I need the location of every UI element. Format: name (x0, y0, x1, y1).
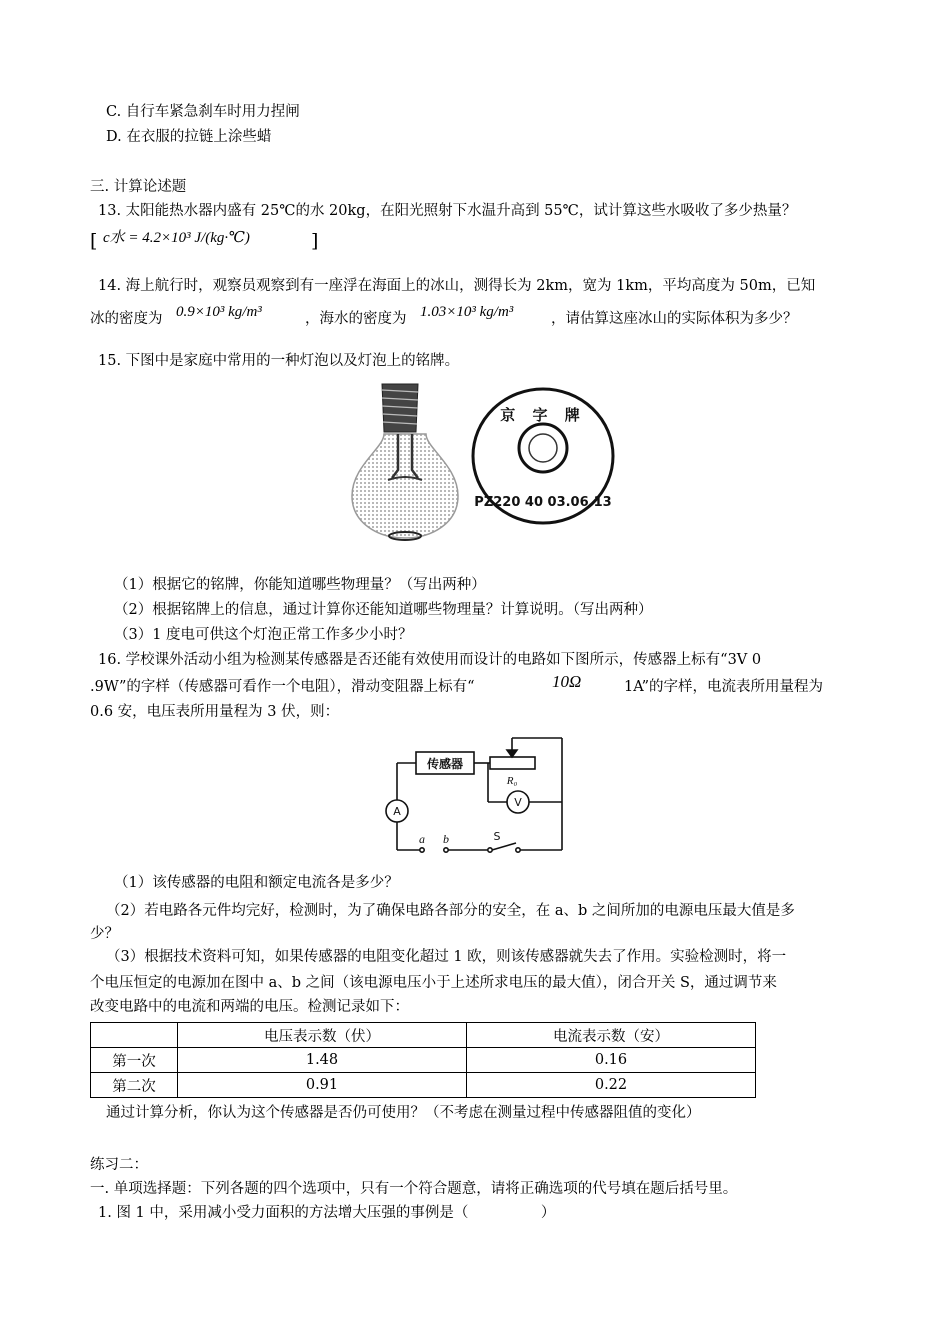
table-cell-current: 0.16 (467, 1048, 756, 1073)
q13-formula: c水 = 4.2×10³ J/(kg·℃) (103, 230, 250, 246)
q16-sub2-line1: （2）若电路各元件均完好，检测时，为了确保电路各部分的安全，在 a、b 之间所加的电源电压最大值是多 (106, 903, 795, 919)
nameplate-figure (470, 386, 616, 526)
table-header-cell: 电流表示数（安） (467, 1023, 756, 1048)
record-table (90, 1022, 756, 1098)
table-header-cell: 电压表示数（伏） (178, 1023, 467, 1048)
exercise2-section1: 一. 单项选择题：下列各题的四个选项中，只有一个符合题意，请将正确选项的代号填在题后括号里。 (90, 1181, 738, 1197)
table-cell-label: 第一次 (91, 1048, 178, 1073)
q16-sub3-line3: 改变电路中的电流和两端的电压。检测记录如下： (90, 999, 409, 1015)
q14-ice-density: 0.9×10³ kg/m³ (176, 304, 262, 320)
switch-label: S (493, 830, 501, 843)
q15-text: 15. 下图中是家庭中常用的一种灯泡以及灯泡上的铭牌。 (98, 353, 460, 369)
q15-sub1: （1）根据它的铭牌，你能知道哪些物理量？（写出两种） (114, 577, 486, 593)
sensor-label: 传感器 (426, 757, 464, 771)
exercise2-title: 练习二： (90, 1157, 148, 1173)
q13-bracket-open: [ (90, 230, 98, 252)
nameplate-brand: 京 字 牌 (500, 406, 586, 424)
exercise2-q1: 1. 图 1 中，采用减小受力面积的方法增大压强的事例是（ ） (98, 1205, 556, 1221)
ammeter-label: A (393, 805, 401, 818)
table-cell-voltage: 0.91 (178, 1073, 467, 1098)
light-bulb-figure (340, 378, 470, 546)
circuit-diagram (380, 728, 575, 863)
nameplate-spec: PZ220 40 03.06.13 (474, 495, 612, 510)
terminal-a-label: a (419, 832, 425, 846)
table-cell-voltage: 1.48 (178, 1048, 467, 1073)
q16-conclusion: 通过计算分析，你认为这个传感器是否仍可使用？（不考虑在测量过程中传感器阻值的变化） (106, 1105, 701, 1121)
q16-line1: 16. 学校课外活动小组为检测某传感器是否还能有效使用而设计的电路如下图所示，传感器上标有“3V 0 (98, 652, 762, 668)
q16-line2b: 1A”的字样，电流表所用量程为 (624, 679, 823, 695)
q16-sub2-line2: 少？ (90, 926, 119, 942)
q14-sea-density: 1.03×10³ kg/m³ (420, 304, 514, 320)
q13-bracket-close: ] (311, 230, 319, 252)
terminal-b-label: b (443, 832, 449, 846)
rheostat-label: R₀ (506, 775, 518, 787)
q14-pre-ice: 冰的密度为 (90, 311, 163, 327)
q15-sub2: （2）根据铭牌上的信息，通过计算你还能知道哪些物理量？计算说明。（写出两种） (114, 602, 653, 618)
table-header-cell (91, 1023, 178, 1048)
table-header-row (91, 1023, 756, 1048)
q16-line2a: .9W”的字样（传感器可看作一个电阻），滑动变阻器上标有“ (90, 679, 475, 695)
q14-line1: 14. 海上航行时，观察员观察到有一座浮在海面上的冰山，测得长为 2km，宽为 1km，平均高度为 50m，已知 (98, 278, 816, 294)
section-title: 三. 计算论述题 (90, 179, 187, 195)
q16-sub3-line1: （3）根据技术资料可知，如果传感器的电阻变化超过 1 欧，则该传感器就失去了作用。实验检测时，将一 (106, 949, 787, 965)
table-cell-label: 第二次 (91, 1073, 178, 1098)
q16-resistance: 10Ω (552, 672, 582, 691)
table-cell-current: 0.22 (467, 1073, 756, 1098)
table-row (91, 1073, 756, 1098)
table-row (91, 1048, 756, 1073)
voltmeter-label: V (514, 796, 522, 809)
q16-sub1: （1）该传感器的电阻和额定电流各是多少？ (114, 875, 399, 891)
q14-mid: ，海水的密度为 (305, 311, 407, 327)
q16-sub3-line2: 个电压恒定的电源加在图中 a、b 之间（该电源电压小于上述所求电压的最大值），闭合开关 S，通过调节来 (90, 975, 777, 991)
q16-line3: 0.6 安，电压表所用量程为 3 伏，则： (90, 704, 340, 720)
option-c: C. 自行车紧急刹车时用力捏闸 (106, 104, 300, 120)
option-d: D. 在衣服的拉链上涂些蜡 (106, 129, 272, 145)
q15-sub3: （3）1 度电可供这个灯泡正常工作多少小时？ (114, 627, 413, 643)
q14-post: ，请估算这座冰山的实际体积为多少？ (551, 311, 798, 327)
q13-text: 13. 太阳能热水器内盛有 25℃的水 20kg，在阳光照射下水温升高到 55℃，试计算这些水吸收了多少热量？ (98, 203, 797, 219)
